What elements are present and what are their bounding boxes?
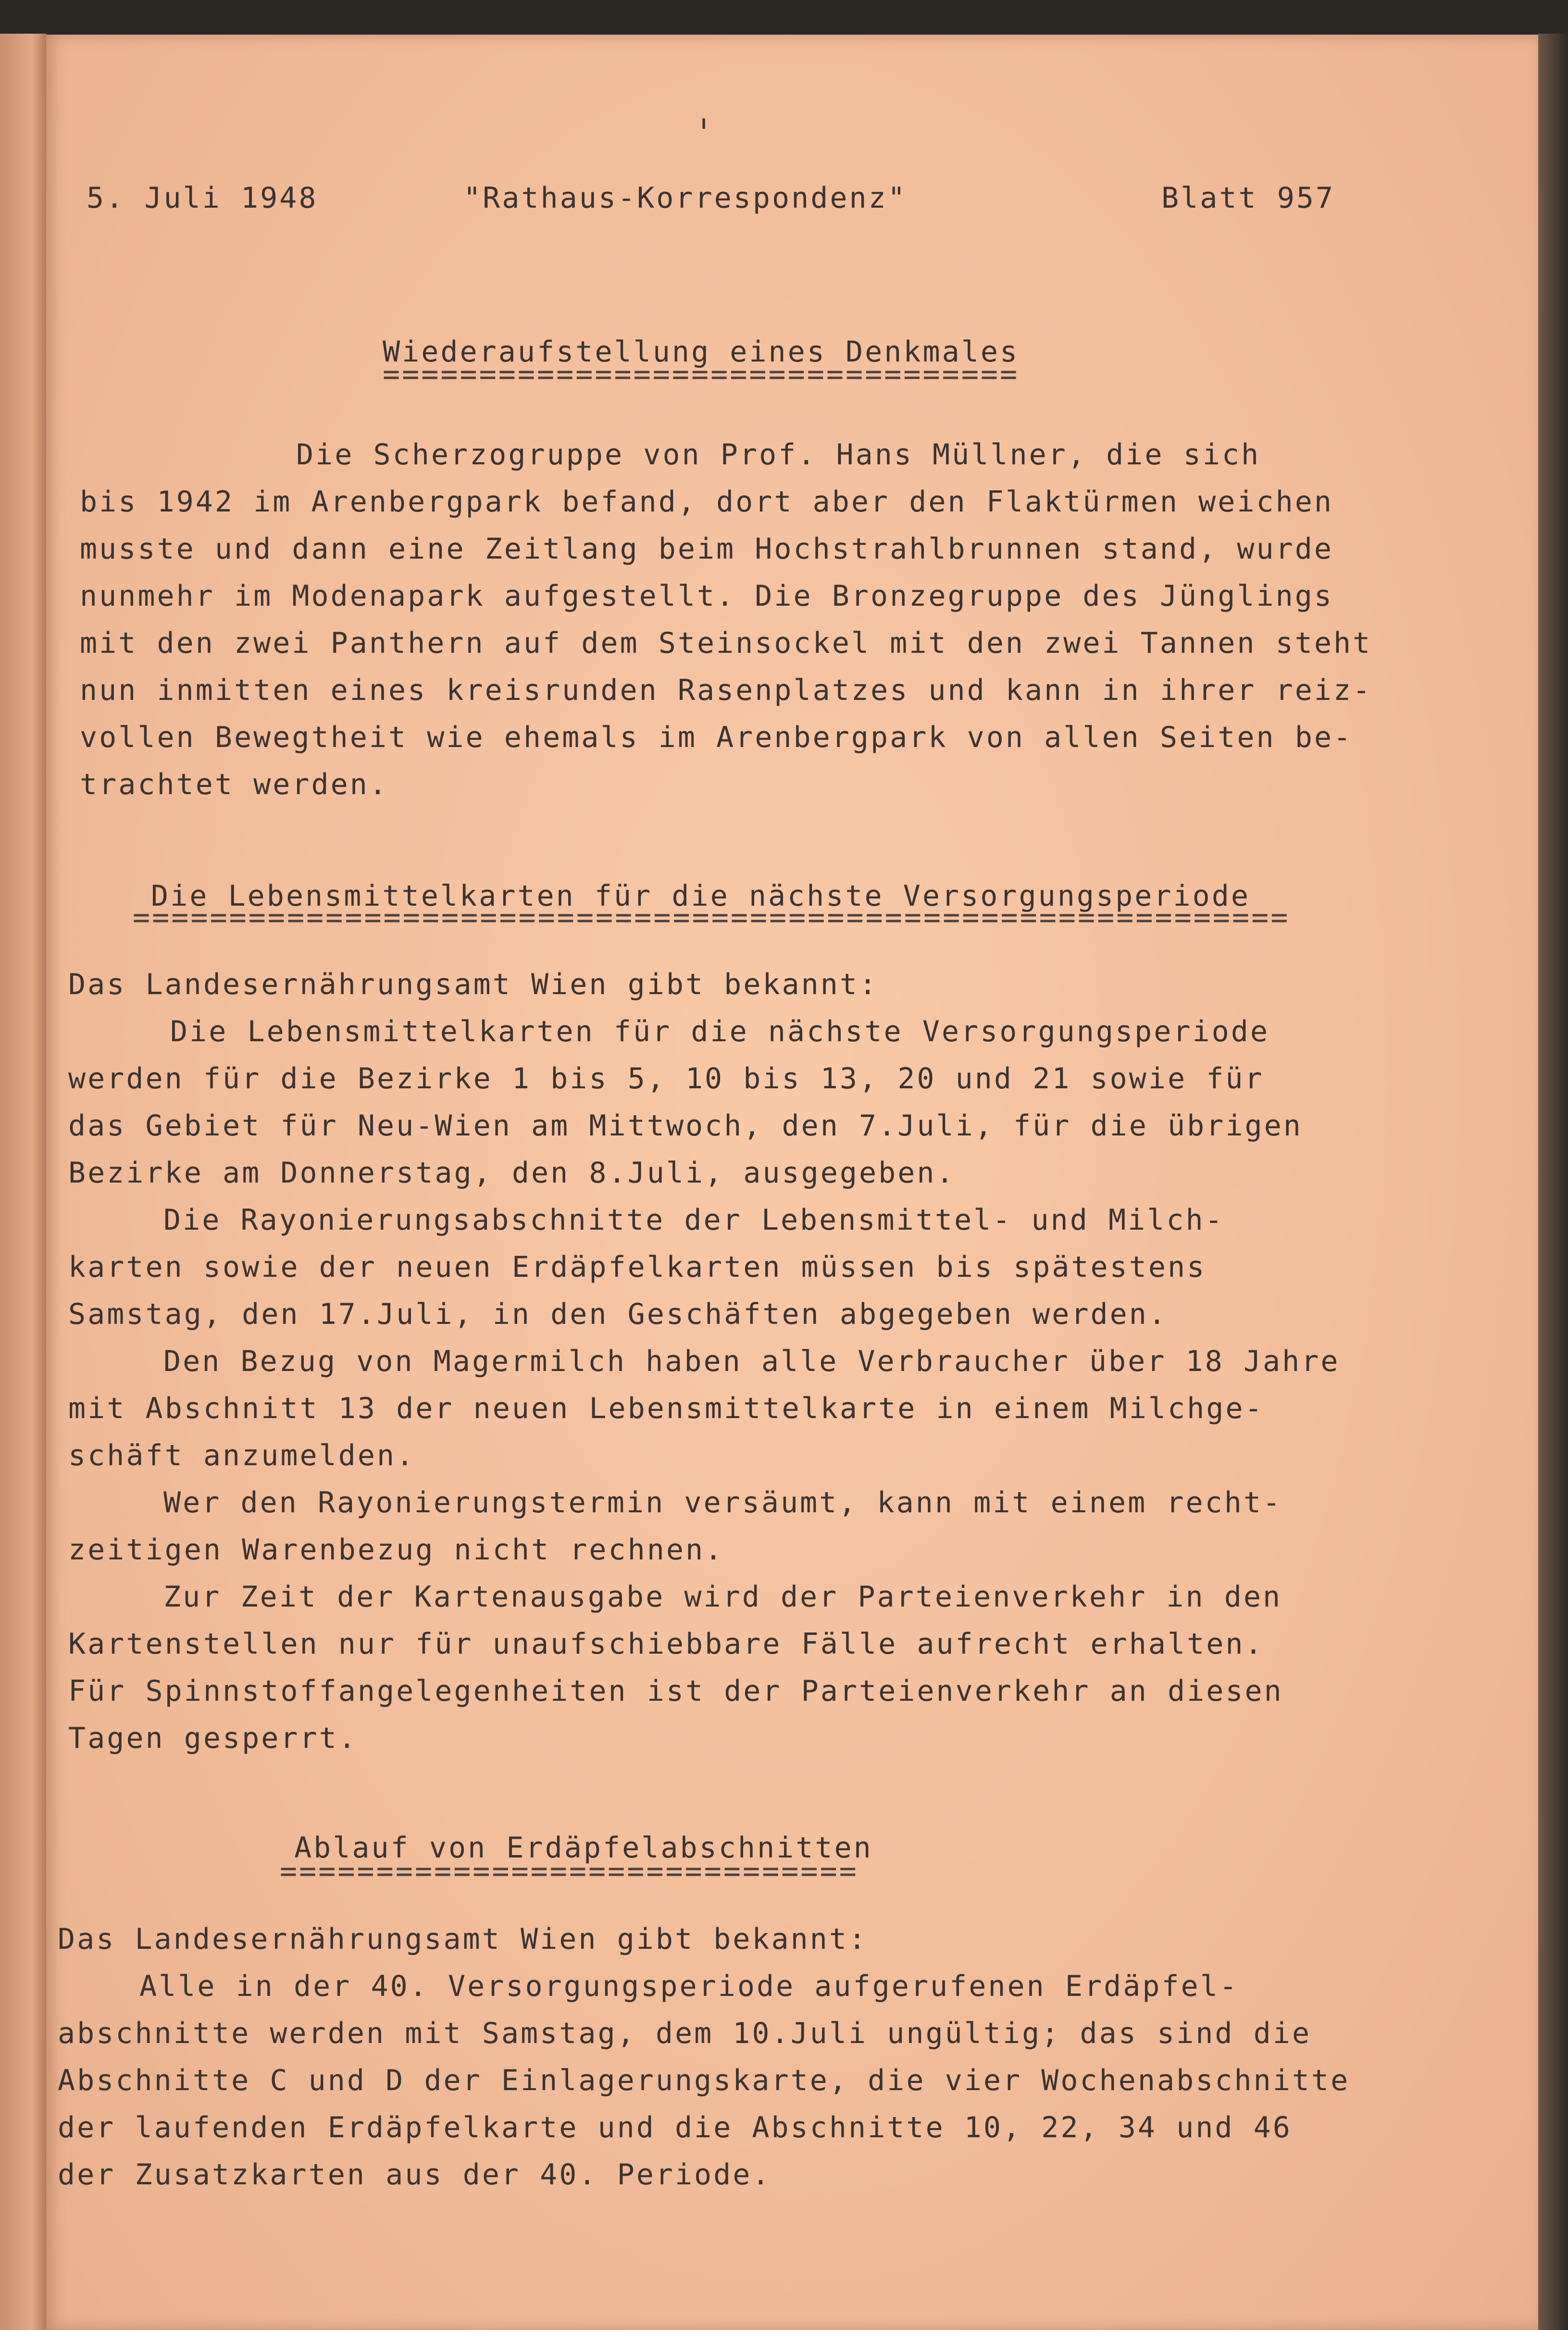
adjacent-page-edge [0,34,46,2330]
section3-heading-underline [280,1864,914,1879]
section2-line-12: Wer den Rayonierungstermin versäumt, kann mit einem recht- [163,1486,1282,1520]
section2-heading-underline [133,910,1315,925]
section3-line-3: abschnitte werden mit Samstag, dem 10.Juli ungültig; das sind die [58,2017,1311,2050]
section3-line-2: Alle in der 40. Versorgungsperiode aufgerufenen Erdäpfel- [139,1969,1239,2003]
header-date: 5. Juli 1948 [87,181,318,215]
section2-line-15: Kartenstellen nur für unaufschiebbare Fälle aufrecht erhalten. [68,1627,1264,1661]
section1-line-3: musste und dann eine Zeitlang beim Hochstrahlbrunnen stand, wurde [80,532,1333,566]
section2-line-14: Zur Zeit der Kartenausgabe wird der Parteienverkehr in den [163,1580,1282,1614]
section1-line-4: nunmehr im Modenapark aufgestellt. Die Bronzegruppe des Jünglings [80,579,1333,613]
section2-line-2: Die Lebensmittelkarten für die nächste Versorgungsperiode [170,1015,1270,1048]
section2-line-16: Für Spinnstoffangelegenheiten ist der Parteienverkehr an diesen [68,1674,1283,1708]
section2-line-11: schäft anzumelden. [68,1439,416,1472]
section1-heading: Wiederaufstellung eines Denkmales [383,335,1020,369]
section2-line-3: werden für die Bezirke 1 bis 5, 10 bis 13, 20 und 21 sowie für [68,1062,1264,1096]
section1-line-8: trachtet werden. [80,768,388,801]
section2-line-1: Das Landesernährungsamt Wien gibt bekannt: [68,968,879,1001]
section3-line-5: der laufenden Erdäpfelkarte und die Abschnitte 10, 22, 34 und 46 [58,2111,1292,2144]
ink-mark: ˌ [692,87,716,132]
section1-line-7: vollen Bewegtheit wie ehemals im Arenbergpark von allen Seiten be- [80,721,1353,754]
section2-line-8: Samstag, den 17.Juli, in den Geschäften abgegeben werden. [68,1297,1168,1331]
section3-line-4: Abschnitte C und D der Einlagerungskarte, die vier Wochenabschnitte [58,2064,1350,2097]
section2-line-13: zeitigen Warenbezug nicht rechnen. [68,1533,724,1567]
section1-heading-underline [383,367,1060,382]
section2-line-9: Den Bezug von Magermilch haben alle Verbraucher über 18 Jahre [163,1345,1340,1378]
section1-line-5: mit den zwei Panthern auf dem Steinsockel mit den zwei Tannen steht [80,626,1372,660]
header-sheet-number: Blatt 957 [1161,181,1335,215]
section3-line-6: der Zusatzkarten aus der 40. Periode. [58,2158,772,2192]
section2-line-7: karten sowie der neuen Erdäpfelkarten müssen bis spätestens [68,1250,1207,1284]
section1-line-1: Die Scherzogruppe von Prof. Hans Müllner, die sich [296,438,1261,472]
section2-line-4: das Gebiet für Neu-Wien am Mittwoch, den 7.Juli, für die übrigen [68,1109,1303,1143]
section3-heading: Ablauf von Erdäpfelabschnitten [294,1831,873,1865]
header-title: "Rathaus-Korrespondenz" [463,181,907,215]
section2-line-10: mit Abschnitt 13 der neuen Lebensmittelkarte in einem Milchge- [68,1392,1264,1425]
section3-line-1: Das Landesernährungsamt Wien gibt bekannt: [58,1922,868,1956]
section1-line-2: bis 1942 im Arenbergpark befand, dort aber den Flaktürmen weichen [80,485,1333,519]
section2-line-6: Die Rayonierungsabschnitte der Lebensmittel- und Milch- [163,1203,1224,1237]
section1-line-6: nun inmitten eines kreisrunden Rasenplatzes und kann in ihrer reiz- [80,673,1372,707]
section2-line-5: Bezirke am Donnerstag, den 8.Juli, ausgegeben. [68,1156,956,1190]
document-page [46,35,1538,2330]
section2-line-17: Tagen gesperrt. [68,1721,358,1755]
section2-heading: Die Lebensmittelkarten für die nächste Versorgungsperiode [151,879,1251,913]
binding-edge [1538,34,1568,2330]
